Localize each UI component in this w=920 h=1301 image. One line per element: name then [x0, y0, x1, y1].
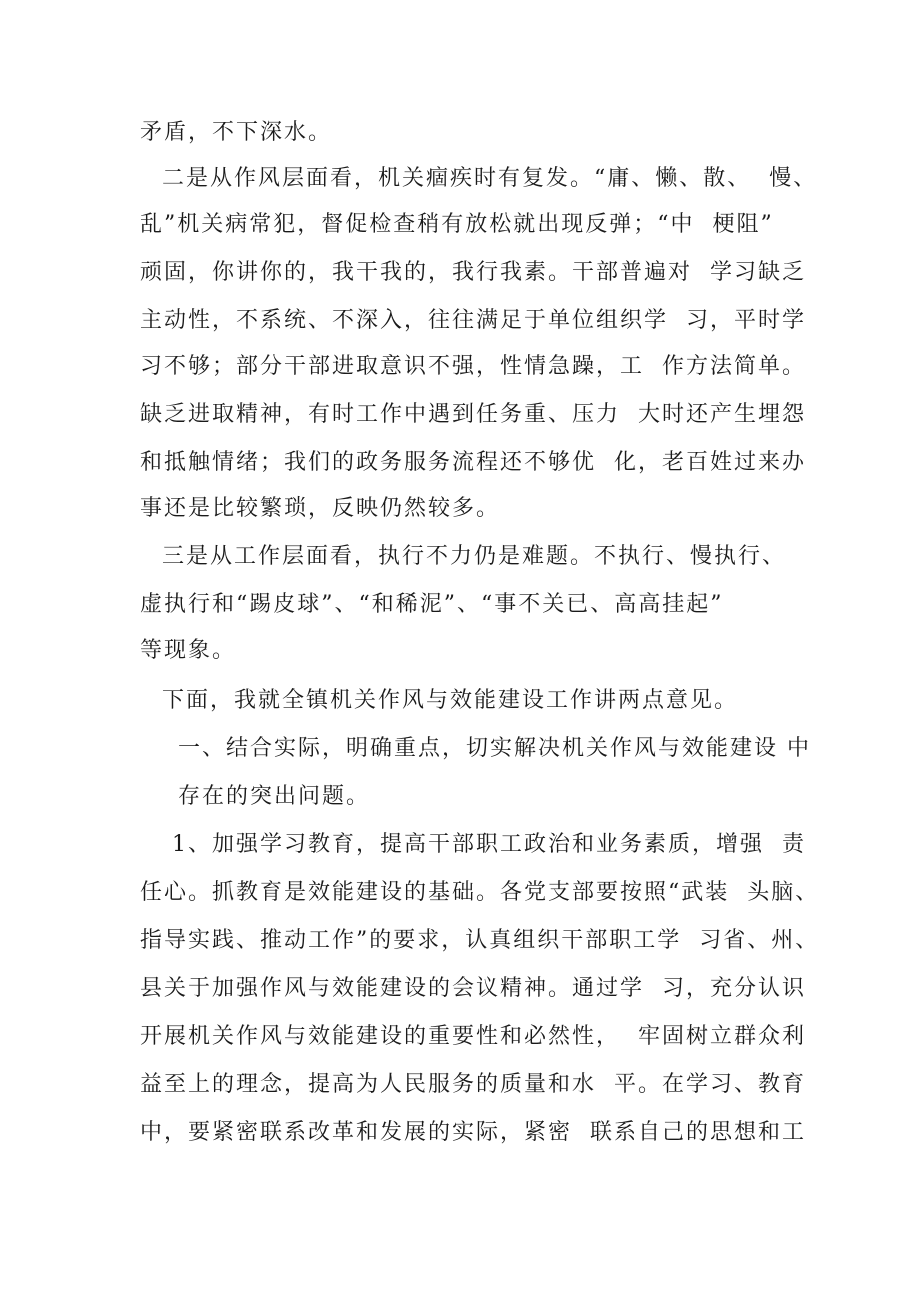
text-line: 1、加强学习教育，提高干部职工政治和业务素质，增强 责 [172, 832, 806, 857]
text-line: 县关于加强作风与效能建设的会议精神。通过学 习，充分认识 [140, 976, 806, 1001]
text-line: 缺乏进取精神，有时工作中遇到任务重、压力 大时还产生埋怨 [140, 402, 806, 427]
text-line: 任心。抓教育是效能建设的基础。各党支部要按照“武装 头脑、 [140, 880, 820, 905]
text-line: 开展机关作风与效能建设的重要性和必然性， 牢固树立群众利 [140, 1024, 806, 1049]
text-line: 等现象。 [140, 638, 237, 663]
text-line: 益至上的理念，提高为人民服务的质量和水 平。在学习、教育 [140, 1072, 806, 1097]
text-line: 和抵触情绪；我们的政务服务流程还不够优 化，老百姓过来办 [140, 450, 806, 475]
text-line: 顽固，你讲你的，我干我的，我行我素。干部普遍对 学习缺乏 [140, 260, 806, 285]
text-line: 乱”机关病常犯，督促检查稍有放松就出现反弹；“中 梗阻” [140, 212, 774, 237]
text-line: 事还是比较繁琐，反映仍然较多。 [140, 496, 501, 521]
text-line: 中，要紧密联系改革和发展的实际，紧密 联系自己的思想和工 [140, 1120, 806, 1145]
text-line: 一、结合实际，明确重点，切实解决机关作风与效能建设 中 [178, 736, 811, 761]
text-line: 三是从工作层面看，执行不力仍是难题。不执行、慢执行、 [162, 544, 787, 569]
text-line: 矛盾，不下深水。 [140, 120, 333, 145]
text-line: 二是从作风层面看，机关痼疾时有复发。“庸、懒、散、 慢、 [162, 166, 818, 191]
text-line: 主动性，不系统、不深入，往往满足于单位组织学 习，平时学 [140, 308, 806, 333]
text-line: 指导实践、推动工作”的要求，认真组织干部职工学 习省、州、 [140, 928, 820, 953]
text-line: 虚执行和“踢皮球”、“和稀泥”、“事不关已、高高挂起” [140, 592, 724, 617]
text-line: 存在的突出问题。 [178, 784, 371, 809]
text-line: 习不够；部分干部进取意识不强，性情急躁，工 作方法简单。 [140, 354, 806, 379]
text-line: 下面，我就全镇机关作风与效能建设工作讲两点意见。 [162, 688, 739, 713]
